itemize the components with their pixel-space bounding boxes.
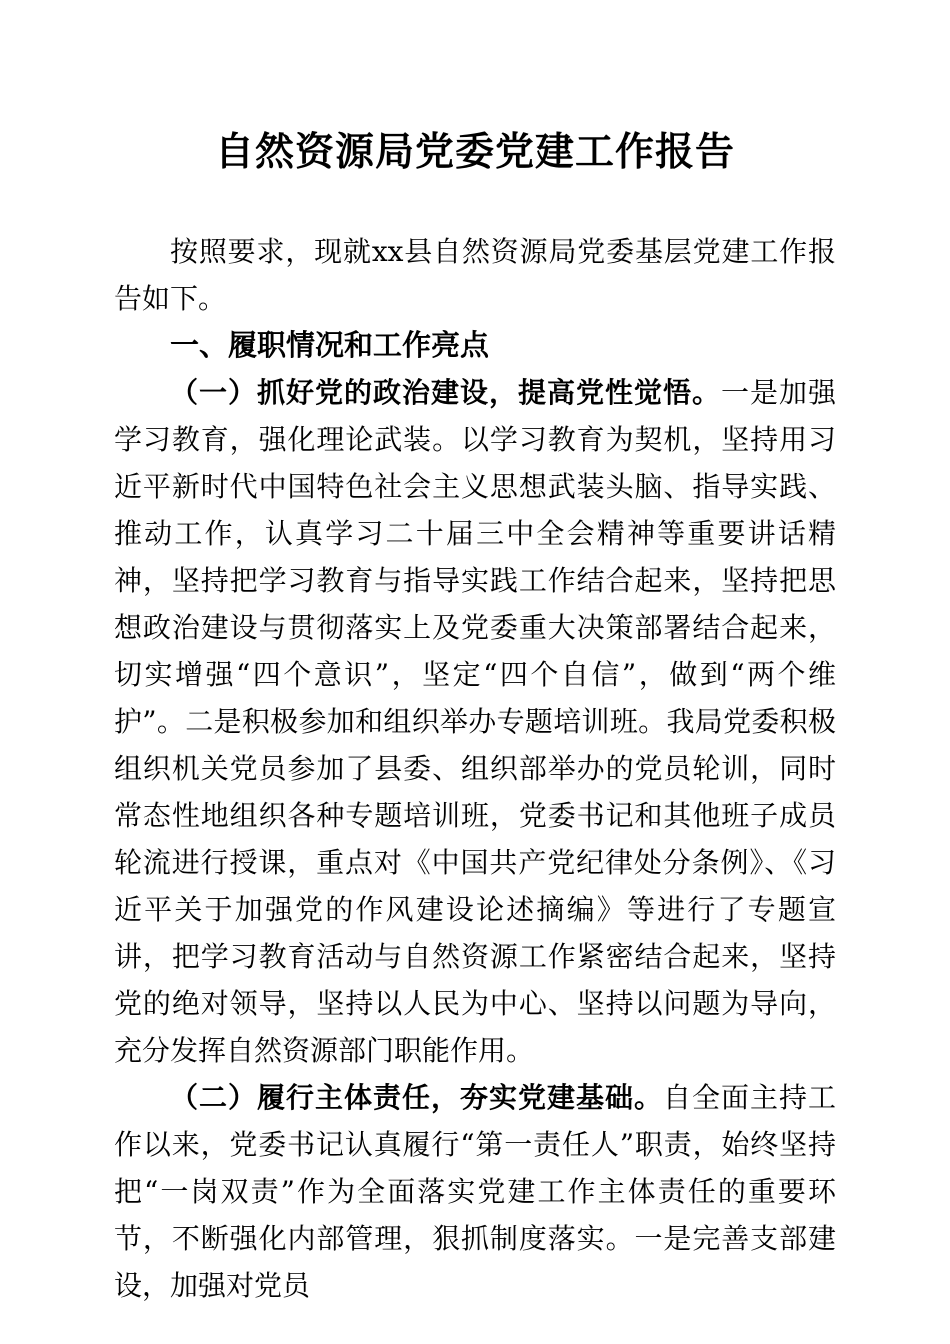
paragraph-2 xyxy=(114,1074,836,1309)
section-heading: 一、履职情况和工作亮点 xyxy=(170,328,490,362)
paragraph-1 xyxy=(114,369,836,1074)
paragraph-2-lead: （二）履行主体责任，夯实党建基础。 xyxy=(170,1081,663,1114)
paragraph-1-lead: （一）抓好党的政治建设，提高党性觉悟。 xyxy=(170,376,721,409)
intro-paragraph: 按照要求，现就xx县自然资源局党委基层党建工作报告如下。 xyxy=(114,235,836,315)
paragraph-1-text: 一是加强学习教育，强化理论武装。以学习教育为契机，坚持用习近平新时代中国特色社会主义思想武装头脑、指导实践、推动工作，认真学习二十届三中全会精神等重要讲话精神，坚持把学习教育与指导实践工作结合起来，坚持把思想政治建设与贯彻落实上及党委重大决策部署结合起来，切实增强“四个意识”，坚定“四个自信”，做到“两个维护”。二是积极参加和组织举办专题培训班。我局党委积极组织机关党员参加了县委、组织部举办的党员轮训，同时常态性地组织各种专题培训班，党委书记和其他班子成员轮流进行授课，重点对《中国共产党纪律处分条例》、《习近平关于加强党的作风建设论述摘编》等进行了专题宣讲，把学习教育活动与自然资源工作紧密结合起来，坚持党的绝对领导，坚持以人民为中心、坚持以问题为导向，充分发挥自然资源部门职能作用。 xyxy=(114,376,836,1067)
document-title: 自然资源局党委党建工作报告 xyxy=(214,129,735,175)
paragraph-2-text: 自全面主持工作以来，党委书记认真履行“第一责任人”职责，始终坚持把“一岗双责”作为全面落实党建工作主体责任的重要环节，不断强化内部管理，狠抓制度落实。一是完善支部建设，加强对党员 xyxy=(114,1081,836,1302)
